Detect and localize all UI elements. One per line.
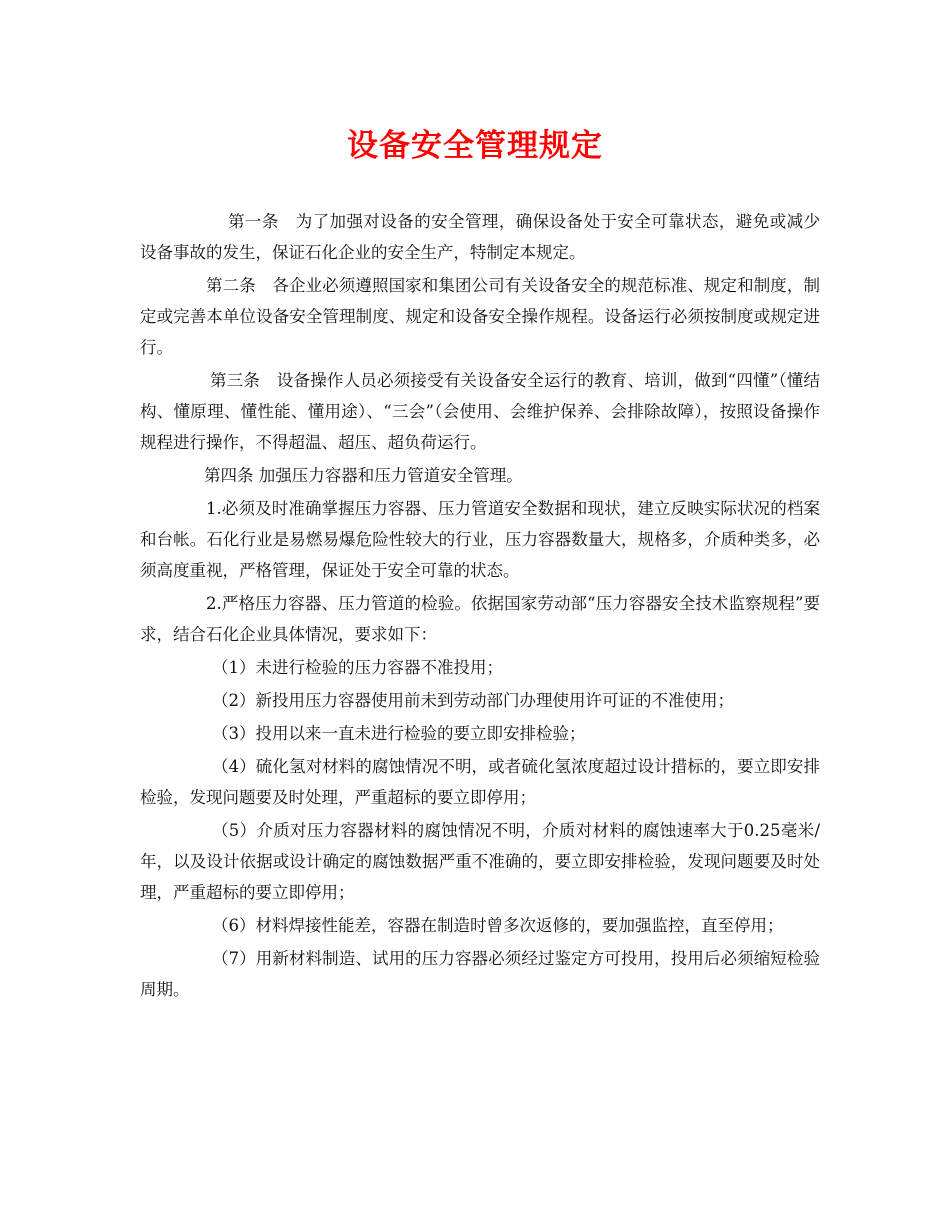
article-1-paragraph: 第一条 为了加强对设备的安全管理，确保设备处于安全可靠状态，避免或减少设备事故的发生，保证石化企业的安全生产，特制定本规定。 [140, 212, 820, 262]
clause-1-paragraph: 1.必须及时准确掌握压力容器、压力管道安全数据和现状，建立反映实际状况的档案和台帐。石化行业是易燃易爆危险性较大的行业，压力容器数量大，规格多，介质种类多，必须高度重视，严格管理，保证处于安全可靠的状态。 [140, 499, 820, 580]
item-3-paragraph: （3）投用以来一直未进行检验的要立即安排检验； [212, 724, 586, 743]
item-4-paragraph: （4）硫化氢对材料的腐蚀情况不明，或者硫化氢浓度超过设计措标的，要立即安排检验，发现问题要及时处理，严重超标的要立即停用； [140, 757, 820, 807]
document-title: 设备安全管理规定 [347, 128, 603, 164]
item-2-paragraph: （2）新投用压力容器使用前未到劳动部门办理使用许可证的不准使用； [212, 691, 734, 710]
clause-2-paragraph: 2.严格压力容器、压力管道的检验。依据国家劳动部“压力容器安全技术监察规程”要求，结合石化企业具体情况，要求如下： [140, 594, 820, 644]
article-3-paragraph: 第三条 设备操作人员必须接受有关设备安全运行的教育、培训，做到“四懂”（懂结构、懂原理、懂性能、懂用途）、“三会”（会使用、会维护保养、会排除故障），按照设备操作规程进行操作，不得超温、超压、超负荷运行。 [140, 371, 820, 452]
item-1-paragraph: （1）未进行检验的压力容器不准投用； [212, 658, 503, 677]
article-2-paragraph: 第二条 各企业必须遵照国家和集团公司有关设备安全的规范标准、规定和制度，制定或完善本单位设备安全管理制度、规定和设备安全操作规程。设备运行必须按制度或规定进行。 [140, 276, 820, 357]
article-4-paragraph: 第四条 加强压力容器和压力管道安全管理。 [204, 466, 523, 485]
item-6-paragraph: （6）材料焊接性能差，容器在制造时曾多次返修的，要加强监控，直至停用； [212, 916, 784, 935]
document-body [140, 206, 820, 1007]
item-5-paragraph: （5）介质对压力容器材料的腐蚀情况不明，介质对材料的腐蚀速率大于0.25毫米/年，以及设计依据或设计确定的腐蚀数据严重不准确的，要立即安排检验，发现问题要及时处理，严重超标的要立即停用； [140, 821, 820, 902]
item-7-paragraph: （7）用新材料制造、试用的压力容器必须经过鉴定方可投用，投用后必须缩短检验周期。 [140, 949, 820, 999]
